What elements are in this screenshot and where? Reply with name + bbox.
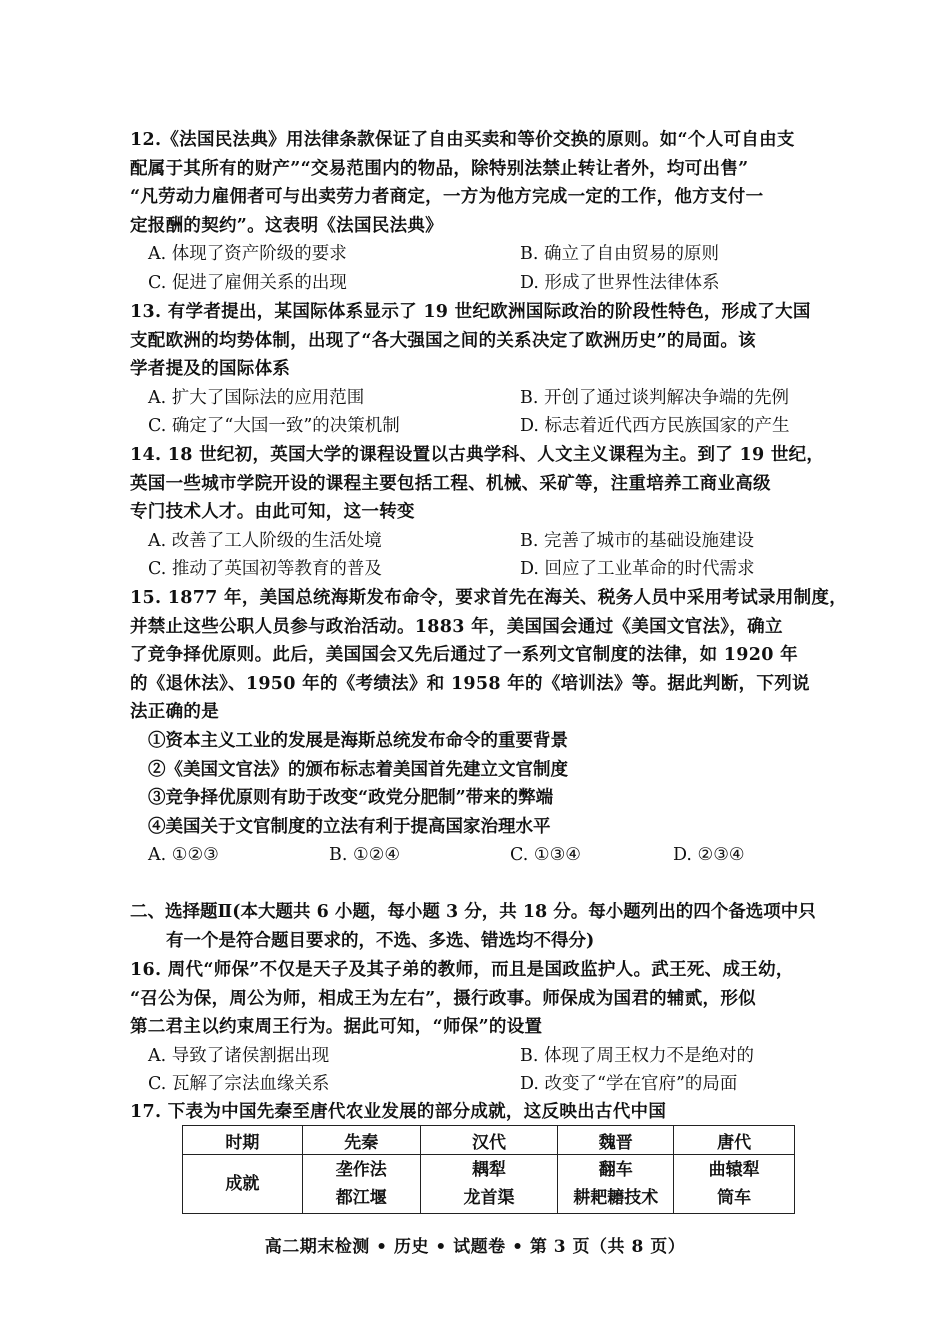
q14-line-2: 英国一些城市学院开设的课程主要包括工程、机械、采矿等，注重培养工商业高级 (130, 473, 771, 494)
table-header-cell: 魏晋 (558, 1126, 674, 1155)
q13-line-3: 学者提及的国际体系 (130, 359, 291, 380)
section-2-line-2: 有一个是符合题目要求的，不选、多选、错选均不得分) (166, 931, 595, 951)
table-cell-line: 龙首渠 (463, 1188, 515, 1208)
q15-option-a: A. ①②③ (148, 845, 219, 866)
q15-line-3: 了竞争择优原则。此后，美国国会又先后通过了一系列文官制度的法律，如 1920 年 (130, 645, 798, 666)
q15-option-d: D. ②③④ (673, 845, 745, 866)
question-13 (130, 298, 850, 441)
question-16 (130, 956, 850, 1099)
q15-options (130, 841, 850, 870)
table-cell (674, 1155, 795, 1214)
table-row-label: 成就 (183, 1155, 303, 1214)
q16-option-c: C. 瓦解了宗法血缘关系 (148, 1074, 330, 1095)
table-cell-line: 耕耙耱技术 (573, 1188, 659, 1208)
q16-line-3: 第二君主以约束周王行为。据此可知，“师保”的设置 (130, 1017, 543, 1038)
table-cell-line: 曲辕犁 (708, 1160, 760, 1180)
table-row (183, 1155, 795, 1214)
q17-line-1: 17. 下表为中国先秦至唐代农业发展的部分成就，这反映出古代中国 (130, 1102, 667, 1122)
q15-option-b: B. ①②④ (329, 845, 401, 866)
table-cell (558, 1155, 674, 1214)
q13-option-c: C. 确定了“大国一致”的决策机制 (148, 416, 400, 437)
question-14 (130, 441, 850, 584)
table-cell-line: 耦犁 (471, 1160, 506, 1180)
question-12 (130, 126, 850, 298)
q15-statement-3: ③竞争择优原则有助于改变“政党分肥制”带来的弊端 (148, 788, 554, 809)
q14-option-b: B. 完善了城市的基础设施建设 (520, 530, 754, 551)
q16-option-a: A. 导致了诸侯割据出现 (148, 1045, 330, 1066)
section-2-line-1: 二、选择题Ⅱ(本大题共 6 小题，每小题 3 分，共 18 分。每小题列出的四个备选项中只 (130, 902, 816, 922)
q15-statement-1: ①资本主义工业的发展是海斯总统发布命令的重要背景 (148, 730, 568, 751)
q12-option-c: C. 促进了雇佣关系的出现 (148, 272, 347, 293)
q16-line-1: 16. 周代“师保”不仅是天子及其子弟的教师，而且是国政监护人。武王死、成王幼， (130, 960, 794, 980)
table-header-cell: 先秦 (302, 1126, 420, 1155)
table-cell-line: 垄作法 (335, 1160, 387, 1180)
q14-option-c: C. 推动了英国初等教育的普及 (148, 559, 382, 580)
q14-option-a: A. 改善了工人阶级的生活处境 (148, 530, 382, 551)
q15-line-1: 15. 1877 年，美国总统海斯发布命令，要求首先在海关、税务人员中采用考试录用制度， (130, 588, 848, 608)
q16-line-2: “召公为保，周公为师，相成王为左右”，摄行政事。师保成为国君的辅贰，形似 (130, 988, 756, 1009)
q14-option-d: D. 回应了工业革命的时代需求 (520, 559, 755, 580)
q15-statement-4: ④美国关于文官制度的立法有利于提高国家治理水平 (148, 816, 551, 837)
q12-line-2: 配属于其所有的财产”“交易范围内的物品，除特别法禁止转让者外，均可出售” (130, 158, 749, 179)
table-header-cell: 唐代 (674, 1126, 795, 1155)
q15-line-4: 的《退休法》、1950 年的《考绩法》和 1958 年的《培训法》等。据此判断，下列说 (130, 673, 810, 694)
table-cell (420, 1155, 558, 1214)
table-cell (302, 1155, 420, 1214)
q12-line-3: “凡劳动力雇佣者可与出卖劳力者商定，一方为他方完成一定的工作，他方支付一 (130, 187, 764, 208)
q14-line-1: 14. 18 世纪初，英国大学的课程设置以古典学科、人文主义课程为主。到了 19 世纪， (130, 445, 825, 465)
q15-statement-2: ②《美国文官法》的颁布标志着美国首先建立文官制度 (148, 759, 568, 780)
q13-options (130, 384, 850, 441)
agriculture-table (182, 1125, 795, 1214)
q13-option-a: A. 扩大了国际法的应用范围 (148, 387, 365, 408)
q12-line-4: 定报酬的契约”。这表明《法国民法典》 (130, 215, 443, 236)
q12-option-d: D. 形成了世界性法律体系 (520, 272, 720, 293)
q13-line-1: 13. 有学者提出，某国际体系显示了 19 世纪欧洲国际政治的阶段性特色，形成了大国 (130, 302, 811, 322)
q15-option-c: C. ①③④ (510, 845, 581, 866)
question-15 (130, 584, 850, 870)
q13-line-2: 支配欧洲的均势体制，出现了“各大强国之间的关系决定了欧洲历史”的局面。该 (130, 330, 756, 351)
q16-option-b: B. 体现了周王权力不是绝对的 (520, 1045, 754, 1066)
question-17 (130, 1098, 850, 1127)
table-cell-line: 都江堰 (335, 1188, 387, 1208)
table-header-cell: 汉代 (420, 1126, 558, 1155)
page-footer: 高二期末检测 • 历史 • 试题卷 • 第 3 页（共 8 页） (264, 1237, 686, 1257)
q14-line-3: 专门技术人才。由此可知，这一转变 (130, 502, 415, 523)
q12-line-1: 12.《法国民法典》用法律条款保证了自由买卖和等价交换的原则。如“个人可自由支 (130, 130, 795, 150)
q15-line-2: 并禁止这些公职人员参与政治活动。1883 年，美国国会通过《美国文官法》，确立 (130, 616, 783, 637)
table-header-cell: 时期 (183, 1126, 303, 1155)
q15-line-5: 法正确的是 (130, 702, 219, 723)
q12-option-b: B. 确立了自由贸易的原则 (520, 244, 719, 265)
q13-option-b: B. 开创了通过谈判解决争端的先例 (520, 387, 789, 408)
q13-option-d: D. 标志着近代西方民族国家的产生 (520, 416, 790, 437)
q12-options (130, 240, 850, 297)
q14-options (130, 527, 850, 584)
table-cell-line: 翻车 (598, 1160, 633, 1180)
section-2-header (130, 898, 850, 956)
q16-option-d: D. 改变了“学在官府”的局面 (520, 1074, 738, 1095)
table-header-row (183, 1126, 795, 1155)
table-cell-line: 筒车 (717, 1188, 752, 1208)
q16-options (130, 1042, 850, 1099)
q12-option-a: A. 体现了资产阶级的要求 (148, 244, 347, 265)
